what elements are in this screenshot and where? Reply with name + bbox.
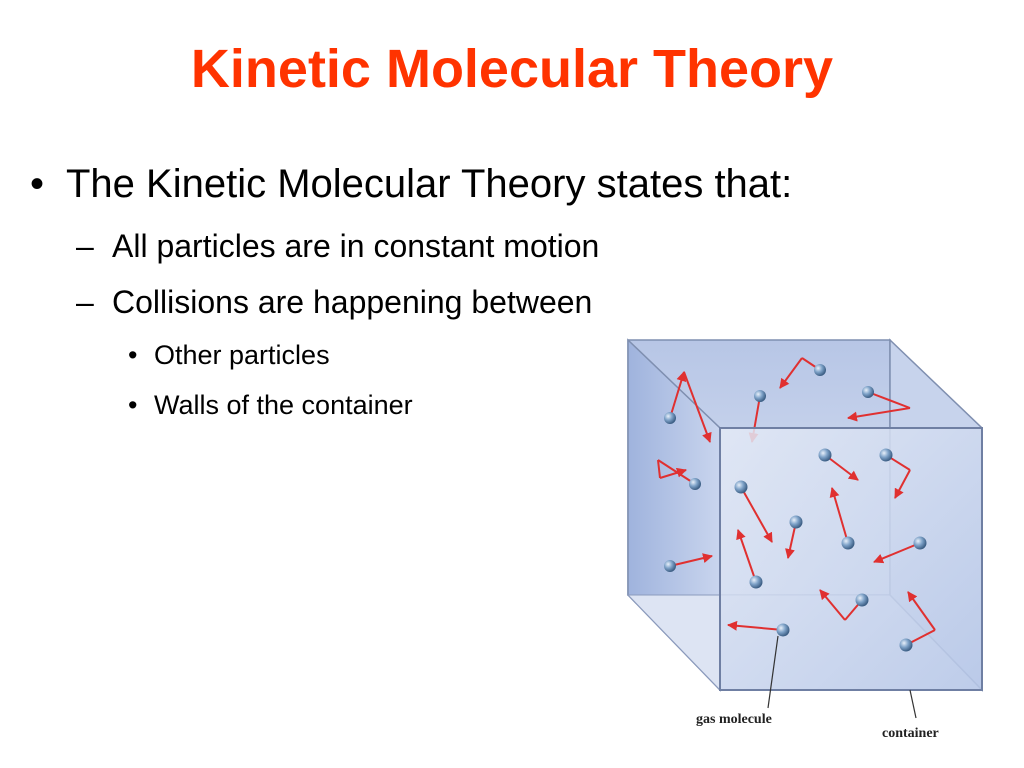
sub-sub-bullet-text: Walls of the container <box>154 390 413 420</box>
gas-container-svg <box>610 330 1010 750</box>
gas-molecule <box>750 576 763 589</box>
gas-molecule <box>814 364 826 376</box>
label-container: container <box>882 726 939 741</box>
gas-molecule <box>664 560 676 572</box>
sub-bullet-text: Collisions are happening between <box>112 284 593 320</box>
gas-molecule <box>664 412 676 424</box>
gas-molecule <box>900 639 913 652</box>
sub-bullet-text: All particles are in constant motion <box>112 228 600 264</box>
gas-molecule <box>790 516 803 529</box>
bullet-text: The Kinetic Molecular Theory states that: <box>66 162 793 206</box>
callout-line-container <box>910 690 916 718</box>
dash-marker: – <box>76 228 94 264</box>
sub-sub-bullet-text: Other particles <box>154 340 330 370</box>
gas-container-diagram <box>610 330 1010 750</box>
bullet-marker: • <box>128 340 138 370</box>
bullet-marker: • <box>128 390 138 420</box>
label-gas-molecule: gas molecule <box>696 712 772 727</box>
gas-molecule <box>819 449 832 462</box>
sub-sub-bullet-particles <box>128 340 330 371</box>
container-front-face <box>720 428 982 690</box>
gas-molecule <box>880 449 893 462</box>
bullet-marker: • <box>30 162 45 206</box>
dash-marker: – <box>76 284 94 320</box>
gas-molecule <box>856 594 869 607</box>
gas-molecule <box>735 481 748 494</box>
gas-molecule <box>914 537 927 550</box>
sub-bullet-motion <box>76 228 599 265</box>
bullet-item-main <box>30 162 792 207</box>
gas-molecule <box>862 386 874 398</box>
gas-molecule <box>689 478 701 490</box>
gas-molecule <box>754 390 766 402</box>
gas-molecule <box>777 624 790 637</box>
sub-bullet-collisions <box>76 284 592 321</box>
gas-molecule <box>842 537 855 550</box>
slide-title: Kinetic Molecular Theory <box>190 39 834 99</box>
sub-sub-bullet-walls <box>128 390 413 421</box>
